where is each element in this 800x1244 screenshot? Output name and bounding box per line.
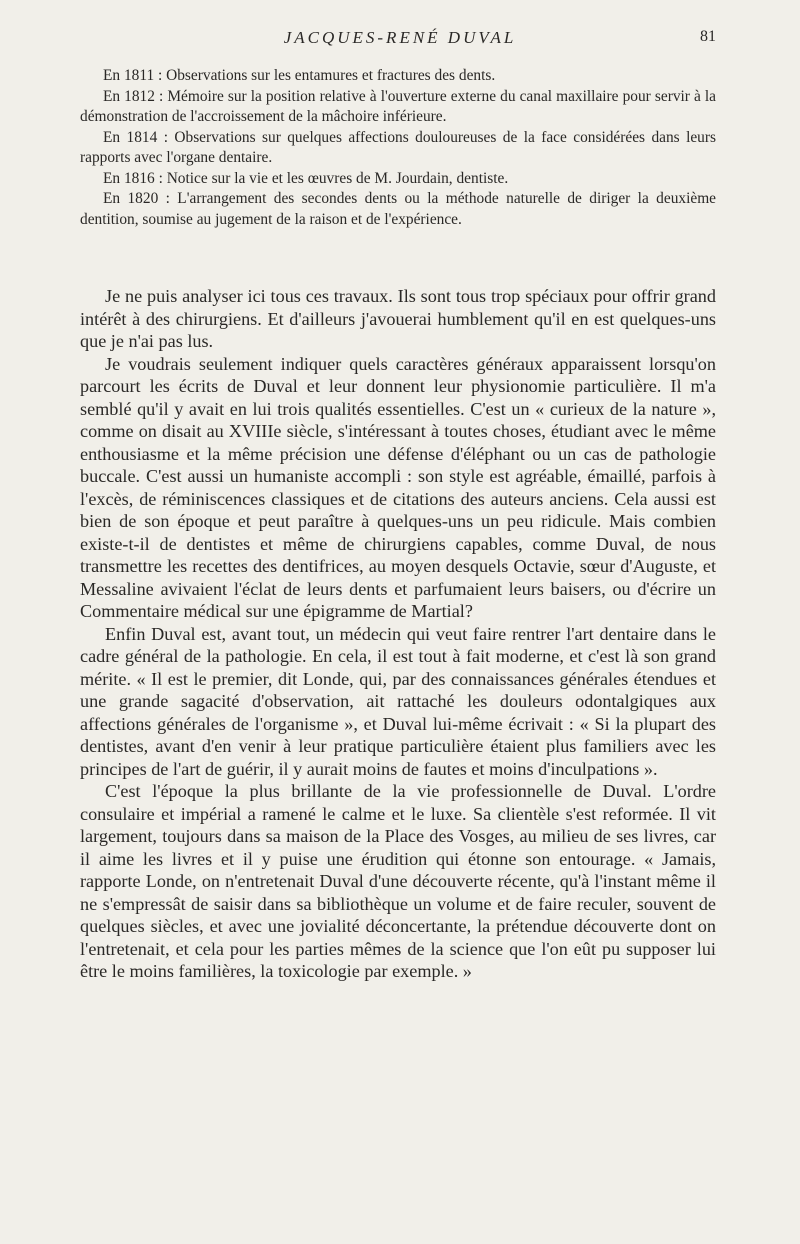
bibliography-entry: En 1814 : Observations sur quelques affections douloureuses de la face considérées dans leurs rapports avec l'organe dentaire.	[80, 128, 716, 166]
paragraph: Je ne puis analyser ici tous ces travaux. Ils sont tous trop spéciaux pour offrir grand intérêt à des chirurgiens. Et d'ailleurs j'avouerai humblement qu'il en est quelques-uns que je n'ai pas lus.	[80, 286, 716, 351]
bibliography-entry: En 1816 : Notice sur la vie et les œuvres de M. Jourdain, dentiste.	[103, 169, 509, 187]
bibliography-list	[80, 66, 716, 230]
body-text	[80, 285, 716, 983]
bibliography-entry: En 1812 : Mémoire sur la position relative à l'ouverture externe du canal maxillaire pour servir à la démonstration de l'accroissement de la mâchoire inférieure.	[80, 87, 716, 125]
bibliography-entry: En 1811 : Observations sur les entamures et fractures des dents.	[103, 67, 496, 84]
page-number: 81	[700, 28, 716, 45]
running-title: JACQUES-RENÉ DUVAL	[283, 28, 517, 47]
paragraph: C'est l'époque la plus brillante de la vie professionnelle de Duval. L'ordre consulaire et impérial a ramené le calme et le luxe. Sa clientèle s'est reformée. Il vit largement, toujours dans sa maison de la Place des Vosges, au milieu de ses livres, car il aime les livres et il y puise une érudition qui étonne son entourage. « Jamais, rapporte Londe, on n'entretenait Duval d'une découverte récente, qu'à l'instant même il ne s'empressât de saisir dans sa bibliothèque un volume et de faire reculer, souvent de quelques siècles, et avec une jovialité déconcertante, la prétendue découverte dont on l'entretenait, et cela pour les parties mêmes de la science que l'on eût pu supposer lui être le moins familières, la toxicologie par exemple. »	[80, 781, 716, 981]
paragraph: Je voudrais seulement indiquer quels caractères généraux apparaissent lorsqu'on parcourt les écrits de Duval et leur donnent leur physionomie particulière. Il m'a semblé qu'il y avait en lui trois qualités essentielles. C'est un « curieux de la nature », comme on disait au XVIIIe siècle, s'intéressant à toutes choses, étudiant avec le même enthousiasme et la même précision une défense d'éléphant ou un cas de pathologie buccale. C'est aussi un humaniste accompli : son style est agréable, émaillé, parfois à l'excès, de réminiscences classiques et de citations des auteurs anciens. Cela aussi est bien de son époque et peut paraître à quelques-uns un peu ridicule. Mais combien existe-t-il de dentistes et même de chirurgiens capables, comme Duval, de nous transmettre les recettes des dentifrices, au moyen desquels Octavie, sœur d'Auguste, et Messaline avivaient l'éclat de leurs dents et parfumaient leurs baisers, ou d'écrire un Commentaire médical sur une épigramme de Martial?	[80, 353, 716, 621]
paragraph: Enfin Duval est, avant tout, un médecin qui veut faire rentrer l'art dentaire dans le cadre général de la pathologie. En cela, il est tout à fait moderne, et c'est là son grand mérite. « Il est le premier, dit Londe, qui, par des connaissances générales étendues et une grande sagacité d'observation, ait rattaché les douleurs odontalgiques aux affections générales de l'organisme », et Duval lui-même écrivait : « Si la plupart des dentistes, avant d'en venir à leur pratique particulière étaient plus familiers avec les principes de l'art de guérir, il y aurait moins de fautes et moins d'inculpations ».	[80, 623, 716, 779]
bibliography-entry: En 1820 : L'arrangement des secondes dents ou la méthode naturelle de diriger la deuxième dentition, soumise au jugement de la raison et de l'expérience.	[80, 190, 716, 228]
running-head	[0, 28, 800, 52]
